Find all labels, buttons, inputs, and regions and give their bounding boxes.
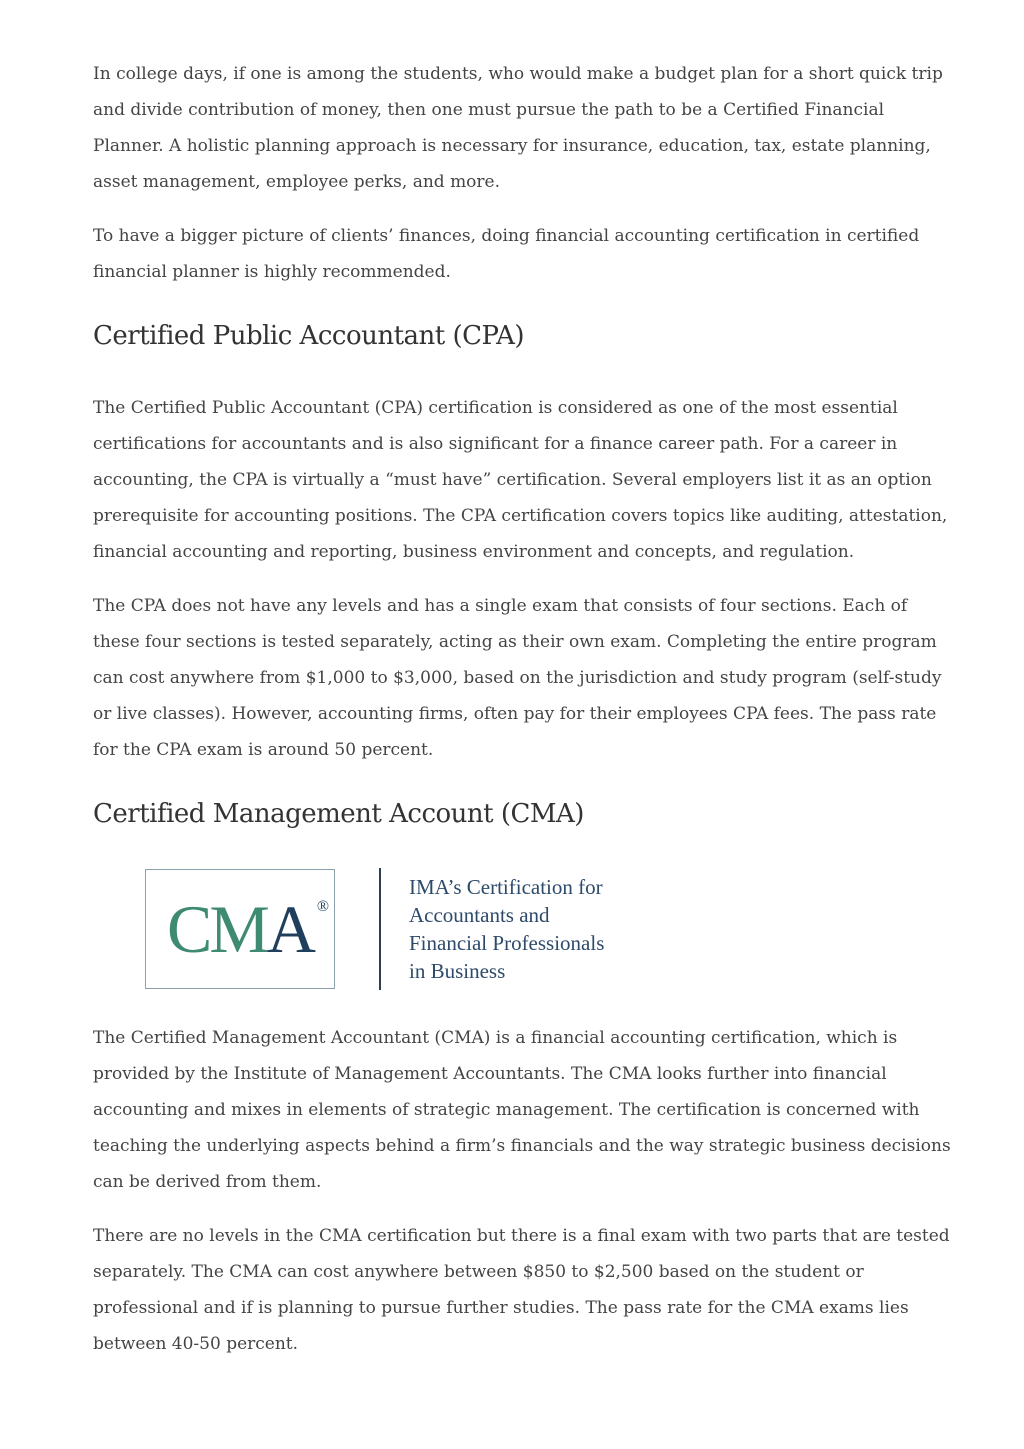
cma-logo-letter-c: C [167, 891, 210, 967]
registered-mark: ® [316, 898, 329, 915]
cpa-heading: Certified Public Accountant (CPA) [93, 321, 525, 351]
tagline-line-2: Accountants and [409, 903, 550, 927]
article-body [93, 56, 953, 1380]
tagline-line-3: Financial Professionals [409, 931, 605, 955]
cma-logo-mark [167, 891, 329, 967]
cma-heading: Certified Management Account (CMA) [93, 799, 584, 829]
intro-paragraph-1: In college days, if one is among the students, who would make a budget plan for a short quick trip and divide contribution of money, then one must pursue the path to be a Certified Financial Planner. A holistic planning approach is necessary for insurance, education, tax, estate planning, asset management, employee perks, and more. [93, 64, 943, 192]
tagline-line-4: in Business [409, 959, 506, 983]
cpa-paragraph-1: The Certified Public Accountant (CPA) certification is considered as one of the most essential certifications for accountants and is also significant for a finance career path. For a career in accounting, the CPA is virtually a “must have” certification. Several employers list it as an option prerequisite for accounting positions. The CPA certification covers topics like auditing, attestation, financial accounting and reporting, business environment and concepts, and regulation. [93, 398, 948, 562]
intro-paragraph-2: To have a bigger picture of clients’ finances, doing financial accounting certification in certified financial planner is highly recommended. [93, 226, 920, 282]
cma-logo-letter-m: M [209, 891, 267, 967]
logo-divider [379, 868, 381, 990]
cma-paragraph-2: There are no levels in the CMA certification but there is a final exam with two parts that are tested separately. The CMA can cost anywhere between $850 to $2,500 based on the student or professional and if is planning to pursue further studies. The pass rate for the CMA exams lies between 40-50 percent. [93, 1226, 950, 1354]
cma-logo-box [145, 869, 335, 989]
cma-logo-image [145, 868, 953, 990]
cma-logo-letter-a: A [266, 891, 313, 967]
tagline-line-1: IMA’s Certification for [409, 875, 603, 899]
cma-paragraph-1: The Certified Management Accountant (CMA) is a financial accounting certification, which is provided by the Institute of Management Accountants. The CMA looks further into financial accounting and mixes in elements of strategic management. The certification is concerned with teaching the underlying aspects behind a firm’s financials and the way strategic business decisions can be derived from them. [93, 1028, 951, 1192]
cma-logo-tagline [409, 873, 649, 985]
cpa-paragraph-2: The CPA does not have any levels and has a single exam that consists of four sections. Each of these four sections is tested separately, acting as their own exam. Completing the entire program can cost anywhere from $1,000 to $3,000, based on the jurisdiction and study program (self-study or live classes). However, accounting firms, often pay for their employees CPA fees. The pass rate for the CPA exam is around 50 percent. [93, 596, 942, 760]
